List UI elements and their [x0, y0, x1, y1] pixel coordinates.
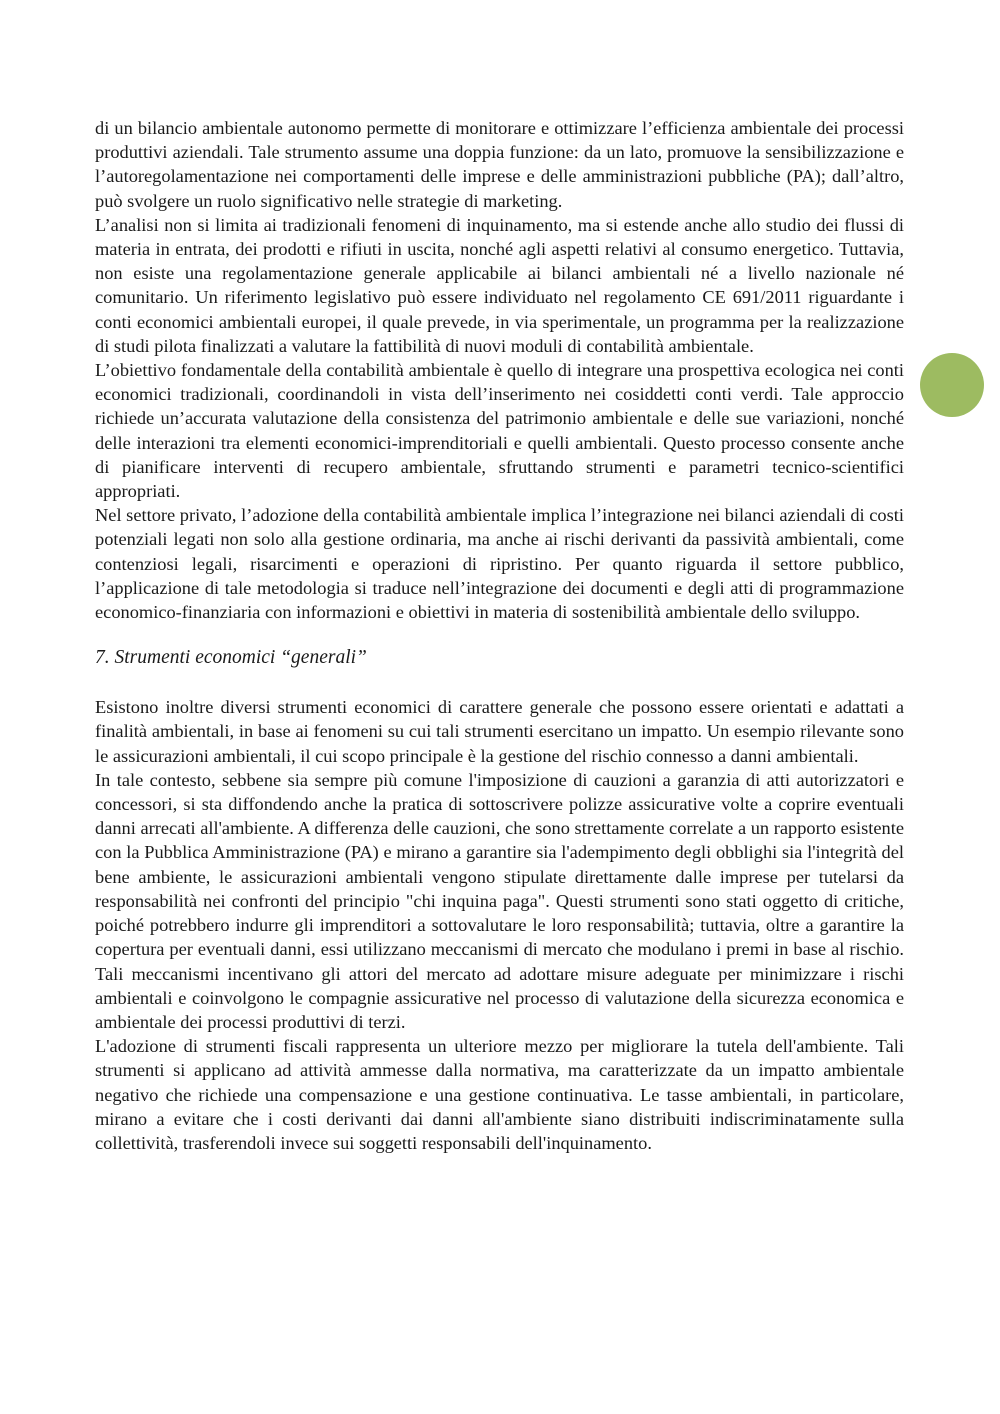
- paragraph-analisi-inquinamento: L’analisi non si limita ai tradizionali fenomeni di inquinamento, ma si estende anche allo studio dei flussi di materia in entrata, dei prodotti e rifiuti in uscita, nonché agli aspetti relativi al consumo energetico. Tuttavia, non esiste una regolamentazione generale applicabile ai bilanci ambientali né a livello nazionale né comunitario. Un riferimento legislativo può essere individuato nel regolamento CE 691/2011 riguardante i conti economici ambientali europei, il quale prevede, in via sperimentale, un programma per la realizzazione di studi pilota finalizzati a valutare la fattibilità di nuovi moduli di contabilità ambientale.: [95, 214, 904, 356]
- paragraph-strumenti-generali: Esistono inoltre diversi strumenti economici di carattere generale che possono essere orientati e adattati a finalità ambientali, in base ai fenomeni su cui tali strumenti esercitano un impatto. Un esempio rilevante sono le assicurazioni ambientali, il cui scopo principale è la gestione del rischio connesso a danni ambientali.: [95, 697, 904, 766]
- paragraph-assicurazioni-ambientali: In tale contesto, sebbene sia sempre più comune l'imposizione di cauzioni a garanzia di atti autorizzatori e concessori, si sta diffondendo anche la pratica di sottoscrivere polizze assicurative volte a coprire eventuali danni arrecati all'ambiente. A differenza delle cauzioni, che sono strettamente correlate a un rapporto esistente con la Pubblica Amministrazione (PA) e mirano a garantire sia l'adempimento degli obblighi sia l'integrità del bene ambiente, le assicurazioni ambientali vengono stipulate direttamente dalle imprese per tutelarsi da responsabilità nei confronti del principio "chi inquina paga". Questi strumenti sono stati oggetto di critiche, poiché potrebbero indurre gli imprenditori a sottovalutare le loro responsabilità; tuttavia, oltre a garantire la copertura per eventuali danni, essi utilizzano meccanismi di mercato che modulano i premi in base al rischio. Tali meccanismi incentivano gli attori del mercato ad adottare misure adeguate per minimizzare i rischi ambientali e coinvolgono le compagnie assicurative nel processo di valutazione della sicurezza economica e ambientale dei processi produttivi di terzi.: [95, 769, 904, 1032]
- section-heading: 7. Strumenti economici “generali”: [95, 647, 367, 669]
- document-page: [95, 116, 904, 1155]
- paragraph-settore-privato-pubblico: Nel settore privato, l’adozione della contabilità ambientale implica l’integrazione nei bilanci aziendali di costi potenziali legati non solo alla gestione ordinaria, ma anche ai rischi derivanti da passività ambientali, come contenziosi legali, risarcimenti e operazioni di ripristino. Per quanto riguarda il settore pubblico, l’applicazione di tale metodologia si traduce nell’integrazione dei documenti e degli atti di programmazione economico-finanziaria con informazioni e obiettivi in materia di sostenibilità ambientale dello sviluppo.: [95, 505, 904, 623]
- paragraph-bilancio-ambientale: di un bilancio ambientale autonomo permette di monitorare e ottimizzare l’efficienza ambientale dei processi produttivi aziendali. Tale strumento assume una doppia funzione: da un lato, promuove la sensibilizzazione e l’autoregolamentazione nei comportamenti delle imprese e delle amministrazioni pubbliche (PA); dall’altro, può svolgere un ruolo significativo nelle strategie di marketing.: [95, 118, 904, 211]
- paragraph-strumenti-fiscali: L'adozione di strumenti fiscali rappresenta un ulteriore mezzo per migliorare la tutela dell'ambiente. Tali strumenti si applicano ad attività ammesse dalla normativa, ma caratterizzate da un impatto ambientale negativo che richiede una compensazione e una gestione continuativa. Le tasse ambientali, in particolare, mirano a evitare che i costi derivanti dai danni all'ambiente siano distribuiti indiscriminatamente sulla collettività, trasferendoli invece sui soggetti responsabili dell'inquinamento.: [95, 1036, 904, 1153]
- paragraph-contabilita-ambientale: L’obiettivo fondamentale della contabilità ambientale è quello di integrare una prospettiva ecologica nei conti economici tradizionali, coordinandoli in vista dell’inserimento nei cosiddetti conti verdi. Tale approccio richiede un’accurata valutazione della consistenza del patrimonio ambientale e delle sue variazioni, nonché delle interazioni tra elementi economici-imprenditoriali e quelli ambientali. Questo processo consente anche di pianificare interventi di recupero ambientale, sfruttando strumenti e parametri tecnico-scientifici appropriati.: [95, 360, 904, 502]
- page-tab-marker: [920, 353, 984, 417]
